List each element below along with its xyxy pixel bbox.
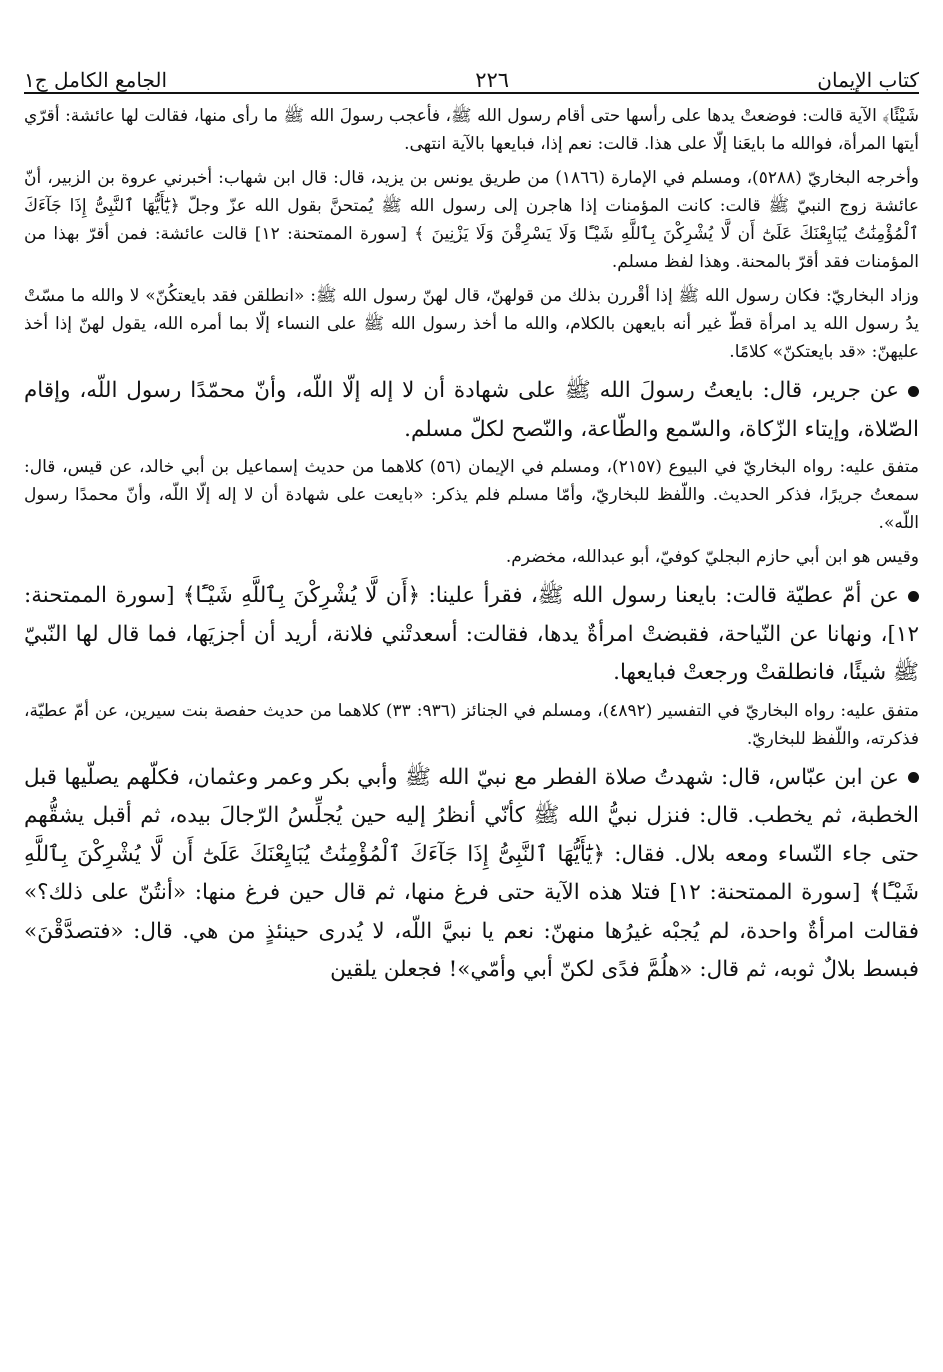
hadith-text: عن جرير، قال: بايعتُ رسولَ الله ﷺ على شهادة أن لا إله إلّا اللّه، وأنّ محمّدًا رسول اللّه، وإقام الصّلاة، وإيتاء الزّكاة، والسّمع والطّاعة، والنّصح لكلّ مسلم.: [24, 378, 919, 442]
book-page: [24, 52, 919, 1352]
commentary-paragraph: شَيْئًا﴾ الآية قالت: فوضعتْ يدها على رأسها حتى أقام رسول الله ﷺ، فأعجب رسولَ الله ﷺ ما رأى منها، فقالت لها عائشة: أقرّي أيتها المرأة، فوالله ما بايعَنا إلّا على هذا. قالت: نعم إذا، فبايعها بالآية انتهى.: [24, 106, 920, 154]
chapter-title: كتاب الإيمان: [817, 68, 919, 92]
running-header: [24, 52, 919, 92]
header-divider: [24, 92, 919, 94]
book-title: الجامع الكامل ج١: [24, 68, 168, 92]
bullet-icon: [908, 386, 919, 397]
commentary-paragraph: وزاد البخاريّ: فكان رسول الله ﷺ إذا أقْررن بذلك من قولهنّ، قال لهنّ رسول الله ﷺ: «انطلقن فقد بايعتكُنّ» لا والله ما مسّتْ يدُ رسول الله يد امرأة قطّ غير أنه بايعهن بالكلام، والله ما أخذ رسول الله ﷺ على النساء إلّا بما أمره الله، يقول لهنّ إذا أخذ عليهنّ: «قد بايعتكنّ» كلامًا.: [24, 286, 919, 362]
page-number: ٢٢٦: [475, 68, 510, 92]
commentary-paragraph: وأخرجه البخاريّ (٥٢٨٨)، ومسلم في الإمارة (١٨٦٦) من طريق يونس بن يزيد، قال: قال ابن شهاب: أخبرني عروة بن الزبير، أنّ عائشة زوج النبيّ ﷺ قالت: كانت المؤمنات إذا هاجرن إلى رسول الله ﷺ يُمتحنَّ بقول الله عزّ وجلّ ﴿يَٰٓأَيُّهَا ٱلنَّبِىُّ إِذَا جَآءَكَ ٱلْمُؤْمِنَٰتُ يُبَايِعْنَكَ عَلَىٰٓ أَن لَّا يُشْرِكْنَ بِٱللَّهِ شَيْـًٔا وَلَا يَسْرِقْنَ وَلَا يَزْنِينَ ﴾ [سورة الممتحنة: ١٢] قالت عائشة: فمن أقرّ بهذا من المؤمنات فقد أقرّ بالمحنة. وهذا لفظ مسلم.: [24, 168, 920, 272]
page-body: [24, 102, 919, 990]
hadith-paragraph: [24, 577, 919, 693]
bullet-icon: [908, 772, 919, 783]
commentary-paragraph: متفق عليه: رواه البخاريّ في البيوع (٢١٥٧)، ومسلم في الإيمان (٥٦) كلاهما من حديث إسماعيل بن أبي خالد، عن قيس، قال: سمعتُ جريرًا، فذكر الحديث. واللّفظ للبخاريّ، وأمّا مسلم فلم يذكر: «بايعت على شهادة أن لا إله إلّا اللّه، وأنّ محمدًا رسول اللّه».: [24, 457, 920, 533]
bullet-icon: [908, 591, 919, 602]
hadith-text: عن ابن عبّاس، قال: شهدتُ صلاة الفطر مع نبيّ الله ﷺ وأبي بكر وعمر وعثمان، فكلّهم يصلّيها قبل الخطبة، ثم يخطب. قال: فنزل نبيُّ الله ﷺ كأنّي أنظرُ إليه حين يُجلِّسُ الرّجالَ بيده، ثم أقبل يشقُّهم حتى جاء النّساء ومعه بلال. فقال: ﴿يَٰٓأَيُّهَا ٱلنَّبِىُّ إِذَا جَآءَكَ ٱلْمُؤْمِنَٰتُ يُبَايِعْنَكَ عَلَىٰٓ أَن لَّا يُشْرِكْنَ بِٱللَّهِ شَيْـًٔا﴾ [سورة الممتحنة: ١٢] فتلا هذه الآية حتى فرغ منها، ثم قال حين فرغ منها: «أنتُنّ على ذلك؟» فقالت امرأةٌ واحدة، لم يُجبْه غيرُها منهنّ: نعم يا نبيَّ اللّه، لا يُدرى حينئذٍ من هي. قال: «فتصدَّقْنَ» فبسط بلالٌ ثوبه، ثم قال: «هلُمَّ فدًى لكنّ أبي وأمّي»! فجعلن يلقين: [24, 764, 919, 982]
commentary-paragraph: وقيس هو ابن أبي حازم البجليّ كوفيّ، أبو عبدالله، مخضرم.: [505, 547, 919, 567]
hadith-paragraph: [24, 372, 919, 449]
hadith-text: عن أمّ عطيّة قالت: بايعنا رسول الله ﷺ، فقرأ علينا: ﴿أَن لَّا يُشْرِكْنَ بِٱللَّهِ شَيْـًٔا﴾ [سورة الممتحنة: ١٢]، ونهانا عن النّياحة، فقبضتْ امرأةٌ يدها، فقالت: أسعدتْني فلانة، أريد أن أجزيَها، فما قال لها النّبيّ ﷺ شيئًا، فانطلقتْ ورجعتْ فبايعها.: [24, 583, 919, 685]
hadith-paragraph: [24, 759, 919, 990]
commentary-paragraph: متفق عليه: رواه البخاريّ في التفسير (٤٨٩٢)، ومسلم في الجنائز (٩٣٦: ٣٣) كلاهما من حديث حفصة بنت سيرين، عن أمّ عطيّة، فذكرته، واللّفظ للبخاريّ.: [24, 700, 919, 749]
